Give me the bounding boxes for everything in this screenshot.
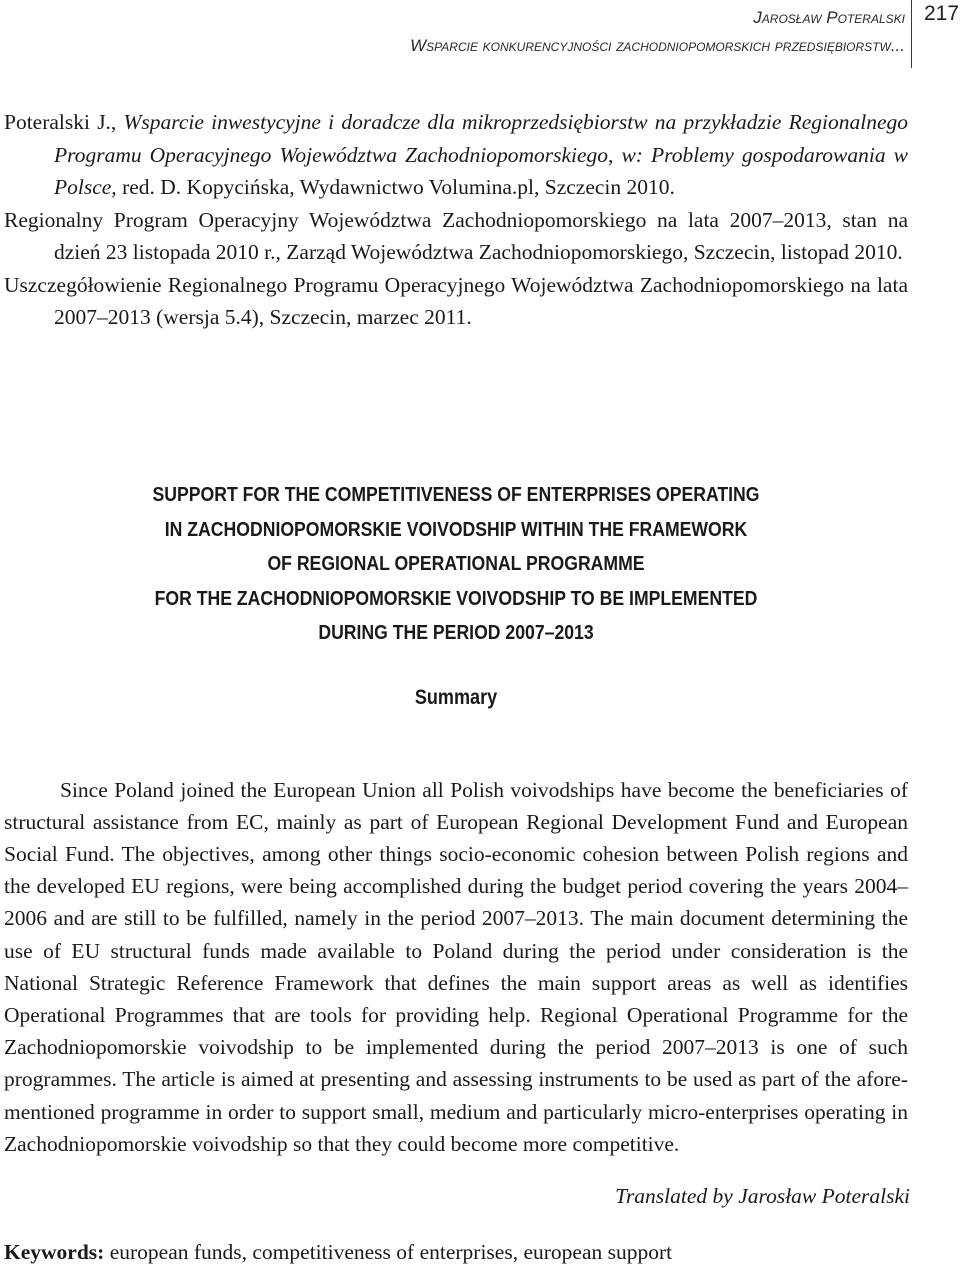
summary-paragraph: Since Poland joined the European Union all Polish voivodships have become the beneficiaries of structural assistance from EC, mainly as part of European Regional Development Fund and European Social Fund. The objectives, among other things socio-economic cohesion between Polish regions and the developed EU regions, were being accomplished during the budget period covering the years 2004–2006 and are still to be fulfilled, namely in the period 2007–2013. The main document determining the use of EU structural funds made available to Poland during the period under consideration is the National Strategic Reference Framework that defines the main support areas as well as identifies Operational Programmes that are tools for providing help. Regional Operational Programme for the Zachodniopomorskie voivodship to be implemented during the period 2007–2013 is one of such programmes. The article is aimed at presenting and assessing instruments to be used as part of the aforementioned programme in order to support small, medium and particularly micro-enterprises operating in Zachodniopomorskie voivodship so that they could become more competitive. [4, 777, 908, 1156]
reference-list [4, 106, 908, 334]
reference-details: red. D. Kopycińska, Wydawnictwo Volumina.pl, Szczecin 2010. [116, 175, 675, 199]
summary-heading: Summary [414, 686, 498, 709]
english-title-line: SUPPORT FOR THE COMPETITIVENESS OF ENTERPRISES OPERATING [152, 483, 760, 506]
keywords-text: european funds, competitiveness of enterprises, european support [104, 1240, 673, 1264]
header-running-title: Wsparcie konkurencyjności zachodniopomorskich przedsiębiorstw... [410, 36, 905, 55]
keywords-line [4, 1240, 672, 1265]
keywords-label: Keywords: [4, 1240, 105, 1264]
reference-title: Wsparcie inwestycyjne i doradcze dla mikroprzedsiębiorstw na przykładzie Regionalnego Programu Operacyjnego Województwa Zachodniopomorskiego, w: Problemy gospodarowania w Polsce, [54, 110, 908, 199]
reference-entry: Uszczegółowienie Regionalnego Programu Operacyjnego Województwa Zachodniopomorskiego na lata 2007–2013 (wersja 5.4), Szczecin, marzec 2011. [4, 272, 908, 329]
header-author: Jarosław Poteralski [753, 8, 905, 27]
english-title-line: FOR THE ZACHODNIOPOMORSKIE VOIVODSHIP TO BE IMPLEMENTED [154, 586, 758, 610]
running-header [410, 4, 905, 60]
reference-entry [4, 106, 908, 204]
english-title-line: DURING THE PERIOD 2007–2013 [318, 621, 594, 644]
english-title-line: IN ZACHODNIOPOMORSKIE VOIVODSHIP WITHIN THE FRAMEWORK [164, 517, 748, 541]
reference-author: Poteralski J., [4, 110, 124, 134]
reference-entry: Regionalny Program Operacyjny Województwa Zachodniopomorskiego na lata 2007–2013, stan na dzień 23 listopada 2010 r., Zarząd Województwa Zachodniopomorskiego, Szczecin, listopad 2010. [4, 207, 908, 264]
translator-credit: Translated by Jarosław Poteralski [615, 1184, 910, 1208]
header-divider [911, 0, 912, 68]
english-title-line: OF REGIONAL OPERATIONAL PROGRAMME [267, 552, 645, 575]
english-title [64, 478, 848, 651]
page-number: 217 [924, 2, 960, 25]
